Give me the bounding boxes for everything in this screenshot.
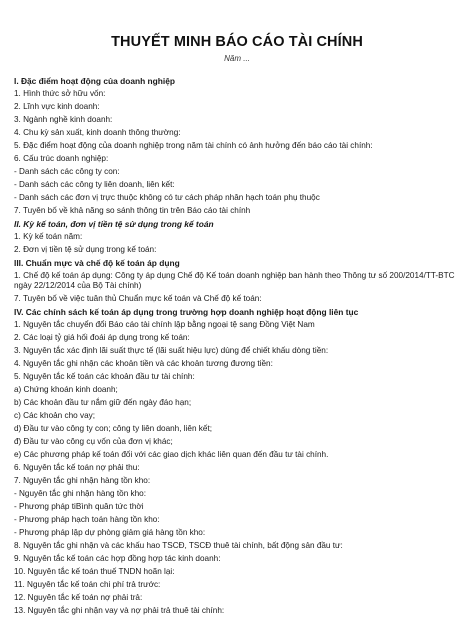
- section-heading: I. Đặc điểm hoạt động của doanh nghiệp: [14, 76, 175, 86]
- text-line: 5. Đặc điểm hoạt động của doanh nghiệp trong năm tài chính có ảnh hưởng đến báo cáo tài chính:: [14, 141, 373, 150]
- text-line: 3. Nguyên tắc xác định lãi suất thực tế (lãi suất hiệu lực) dùng để chiết khấu dòng tiền:: [14, 346, 329, 355]
- text-line: 1. Nguyên tắc chuyển đổi Báo cáo tài chính lập bằng ngoại tệ sang Đồng Việt Nam: [14, 320, 315, 329]
- text-line: b) Các khoản đầu tư nắm giữ đến ngày đáo hạn;: [14, 398, 192, 407]
- text-line: 8. Nguyên tắc ghi nhận và các khấu hao TSCĐ, TSCĐ thuê tài chính, bất động sản đầu tư:: [14, 541, 343, 550]
- text-line: 7. Nguyên tắc ghi nhận hàng tồn kho:: [14, 476, 151, 485]
- text-line: 2. Lĩnh vực kinh doanh:: [14, 102, 100, 111]
- text-line: 9. Nguyên tắc kế toán các hợp đồng hợp tác kinh doanh:: [14, 554, 221, 563]
- text-line: 1. Kỳ kế toán năm:: [14, 232, 83, 241]
- text-line: đ) Đầu tư vào công cụ vốn của đơn vị khác;: [14, 437, 173, 446]
- text-line: 2. Các loại tỷ giá hối đoái áp dụng trong kế toán:: [14, 333, 190, 342]
- text-line: 1. Hình thức sở hữu vốn:: [14, 89, 106, 98]
- text-line: - Phương pháp lập dự phòng giảm giá hàng tồn kho:: [14, 528, 206, 537]
- text-line: 13. Nguyên tắc ghi nhận vay và nợ phải trả thuê tài chính:: [14, 606, 225, 615]
- text-line: 10. Nguyên tắc kế toán thuế TNDN hoãn lại:: [14, 567, 175, 576]
- text-line: 6. Cấu trúc doanh nghiệp:: [14, 154, 109, 163]
- text-line: 11. Nguyên tắc kế toán chi phí trả trước:: [14, 580, 161, 589]
- text-line: - Phương pháp hạch toán hàng tồn kho:: [14, 515, 160, 524]
- text-line: a) Chứng khoán kinh doanh;: [14, 385, 118, 394]
- text-line: 2. Đơn vị tiền tệ sử dụng trong kế toán:: [14, 245, 157, 254]
- section-heading: IV. Các chính sách kế toán áp dụng trong trường hợp doanh nghiệp hoạt động liên tục: [14, 307, 359, 317]
- document-subtitle: Năm ...: [224, 54, 250, 63]
- text-line: 3. Ngành nghề kinh doanh:: [14, 115, 113, 124]
- section-heading: II. Kỳ kế toán, đơn vị tiền tệ sử dụng trong kế toán: [14, 219, 214, 229]
- text-line: - Danh sách các đơn vị trực thuộc không có tư cách pháp nhân hạch toán phụ thuộc: [14, 193, 320, 202]
- text-line: - Phương pháp tiBình quân tức thời: [14, 502, 144, 511]
- text-line: 7. Tuyên bố về khả năng so sánh thông tin trên Báo cáo tài chính: [14, 206, 251, 215]
- text-line: 6. Nguyên tắc kế toán nợ phải thu:: [14, 463, 140, 472]
- text-line: 4. Chu kỳ sản xuất, kinh doanh thông thường:: [14, 128, 181, 137]
- text-line: 7. Tuyên bố về việc tuân thủ Chuẩn mực kế toán và Chế độ kế toán:: [14, 294, 262, 303]
- text-line: - Danh sách các công ty liên doanh, liên kết:: [14, 180, 175, 189]
- text-line: c) Các khoản cho vay;: [14, 411, 96, 420]
- text-line: - Danh sách các công ty con:: [14, 167, 120, 176]
- text-line: 5. Nguyên tắc kế toán các khoản đầu tư tài chính:: [14, 372, 195, 381]
- document-title: THUYẾT MINH BÁO CÁO TÀI CHÍNH: [111, 34, 363, 50]
- text-line: e) Các phương pháp kế toán đối với các giao dịch khác liên quan đến đầu tư tài chính.: [14, 450, 329, 459]
- text-line: 12. Nguyên tắc kế toán nợ phải trả:: [14, 593, 143, 602]
- text-line: - Nguyên tắc ghi nhận hàng tồn kho:: [14, 489, 147, 498]
- text-line: d) Đầu tư vào công ty con; công ty liên doanh, liên kết;: [14, 424, 213, 433]
- text-line: 4. Nguyên tắc ghi nhận các khoản tiền và các khoản tương đương tiền:: [14, 359, 273, 368]
- section-heading: III. Chuẩn mực và chế độ kế toán áp dụng: [14, 258, 180, 268]
- text-line: 1. Chế độ kế toán áp dụng: Công ty áp dụng Chế độ Kế toán doanh nghiệp ban hành theo Thông tư số 200/2014/TT-BTC ngày 22/12/2014 của Bộ Tài chính): [14, 271, 455, 290]
